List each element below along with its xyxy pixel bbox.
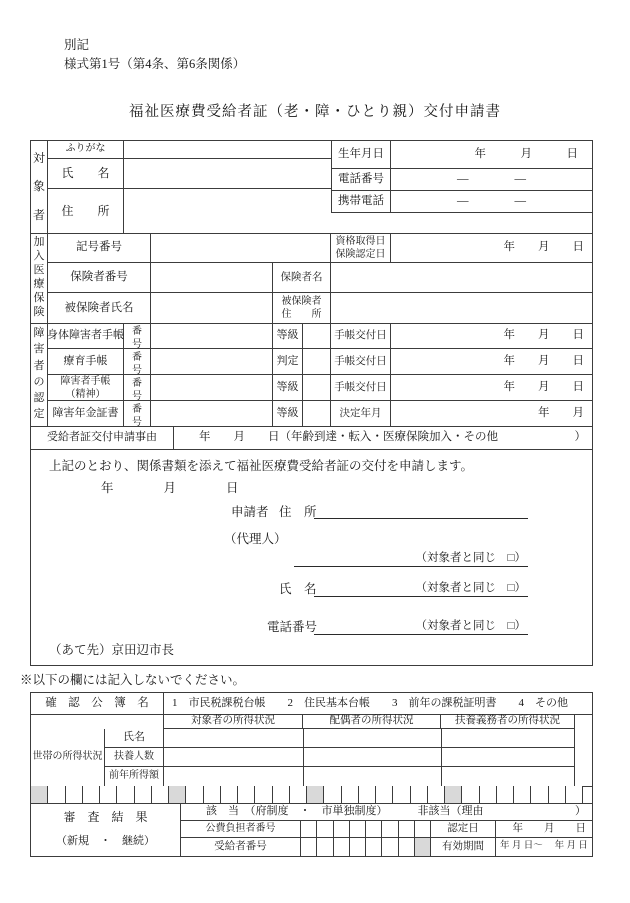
issue-date-field[interactable]: 年 月 日 bbox=[391, 323, 592, 349]
applicant-address2-field[interactable] bbox=[294, 549, 528, 567]
proxy-label: （代理人） bbox=[224, 532, 287, 546]
income-lastyear-target-field[interactable] bbox=[164, 767, 303, 786]
insurer-name-field[interactable] bbox=[331, 263, 592, 293]
valid-period-field[interactable]: 年 月 日～ 年 月 日 bbox=[500, 841, 588, 852]
decision-date-label: 決定年月 bbox=[331, 401, 391, 426]
income-col-supporter: 扶養義務者の所得状況 bbox=[441, 714, 574, 729]
income-dependents-target-field[interactable] bbox=[164, 748, 303, 767]
applicant-label: 申請者 bbox=[231, 505, 269, 519]
grade-label: 等級 bbox=[273, 401, 303, 426]
applicant-phone-label: 電話番号 bbox=[267, 620, 318, 634]
grid-cell[interactable] bbox=[334, 821, 350, 837]
name-field[interactable] bbox=[124, 159, 331, 189]
grid-cell[interactable] bbox=[415, 838, 431, 856]
no-entry-note: ※以下の欄には記入しないでください。 bbox=[20, 673, 246, 687]
application-reason-field[interactable] bbox=[174, 426, 592, 449]
issue-date-label: 手帳交付日 bbox=[331, 375, 391, 401]
grid-cell[interactable] bbox=[31, 786, 48, 803]
same-as-target-note[interactable]: （対象者と同じ □） bbox=[415, 582, 526, 594]
grid-cell[interactable] bbox=[135, 786, 152, 803]
insured-address-line1: 被保険者 bbox=[281, 296, 322, 307]
issue-date-label: 手帳交付日 bbox=[331, 349, 391, 375]
application-reason-close: ） bbox=[574, 431, 586, 444]
handbook-number-label: 番 号 bbox=[124, 349, 151, 375]
same-as-target-note[interactable]: （対象者と同じ □） bbox=[415, 620, 526, 632]
section-label-insurance: 加 入 医 療 保 険 bbox=[31, 233, 48, 323]
applicable-option[interactable]: 該 当 （府制度 ・ 市単独制度） bbox=[206, 804, 388, 817]
handbook-number-label: 番 号 bbox=[124, 323, 151, 349]
grid-cell[interactable] bbox=[514, 786, 531, 803]
issue-date-field[interactable]: 年 月 日 bbox=[391, 375, 592, 401]
pension-cert-label: 障害年金証書 bbox=[48, 401, 124, 426]
grade-label: 等級 bbox=[273, 375, 303, 401]
handbook-number-field[interactable] bbox=[151, 375, 273, 401]
handbook-name-label bbox=[48, 375, 124, 401]
grid-cell[interactable] bbox=[411, 786, 428, 803]
valid-period-label: 有効期間 bbox=[431, 838, 496, 856]
birthdate-field[interactable]: 年 月 日 bbox=[391, 141, 592, 169]
grid-cell[interactable] bbox=[399, 838, 415, 856]
grid-cell[interactable] bbox=[301, 821, 317, 837]
grid-cell[interactable] bbox=[334, 838, 350, 856]
review-result-title: 審 査 結 果 bbox=[63, 810, 148, 825]
not-applicable-close: ） bbox=[575, 804, 586, 817]
confirm-register-label: 確 認 公 簿 名 bbox=[31, 693, 164, 714]
income-name-target-field[interactable] bbox=[164, 729, 303, 748]
grid-cell[interactable] bbox=[117, 786, 134, 803]
grade-field[interactable] bbox=[303, 349, 331, 375]
application-reason-label: 受給者証交付申請事由 bbox=[31, 426, 174, 449]
certification-date-label: 認定日 bbox=[431, 821, 496, 838]
handbook-name-line2: （精神） bbox=[65, 388, 106, 400]
grid-cell[interactable] bbox=[350, 838, 366, 856]
grade-field[interactable] bbox=[303, 401, 331, 426]
phone-label: 電話番号 bbox=[331, 169, 391, 191]
handbook-number-field[interactable] bbox=[151, 349, 273, 375]
grid-cell[interactable] bbox=[382, 838, 398, 856]
decision-date-field[interactable]: 年 月 bbox=[538, 407, 584, 420]
handbook-name-label: 療育手帳 bbox=[48, 349, 124, 375]
grade-field[interactable] bbox=[303, 323, 331, 349]
confirm-register-options[interactable]: 1 市民税課税台帳 2 住民基本台帳 3 前年の課税証明書 4 その他 bbox=[172, 696, 568, 709]
public-payer-number-label: 公費負担者番号 bbox=[181, 821, 301, 838]
qualification-date-line2: 保険認定日 bbox=[335, 248, 386, 260]
insurer-number-label: 保険者番号 bbox=[48, 263, 151, 293]
grid-cell[interactable] bbox=[152, 786, 169, 803]
grid-cell[interactable] bbox=[350, 821, 366, 837]
grid-cell[interactable] bbox=[100, 786, 117, 803]
addressee: （あて先）京田辺市長 bbox=[49, 643, 175, 657]
grid-cell[interactable] bbox=[221, 786, 238, 803]
issue-date-field[interactable]: 年 月 日 bbox=[391, 349, 592, 375]
handbook-number-label: 番 号 bbox=[124, 401, 151, 426]
income-name-spouse-field[interactable] bbox=[303, 729, 441, 748]
birthdate-label: 生年月日 bbox=[331, 141, 391, 169]
grid-cell[interactable] bbox=[290, 786, 307, 803]
grid-cell[interactable] bbox=[566, 786, 583, 803]
furigana-label: ふりがな bbox=[48, 141, 124, 159]
phone-field[interactable]: ― ― bbox=[391, 169, 592, 191]
applicant-name-field[interactable] bbox=[314, 579, 528, 597]
grid-cell[interactable] bbox=[317, 821, 333, 837]
main-table bbox=[30, 140, 593, 666]
grid-cell[interactable] bbox=[359, 786, 376, 803]
grid-cell[interactable] bbox=[342, 786, 359, 803]
grade-field[interactable] bbox=[303, 375, 331, 401]
grid-cell[interactable] bbox=[497, 786, 514, 803]
income-lastyear-supporter-field[interactable] bbox=[441, 767, 574, 786]
certification-date-field[interactable]: 年 月 日 bbox=[496, 821, 592, 838]
applicant-phone-field[interactable] bbox=[314, 617, 528, 635]
income-header-spacer bbox=[31, 714, 164, 729]
note-style-number: 様式第1号（第4条、第6条関係） bbox=[64, 57, 246, 71]
public-payer-number-cells bbox=[301, 821, 431, 838]
furigana-field[interactable] bbox=[124, 141, 331, 159]
name-label: 氏 名 bbox=[48, 159, 124, 189]
income-lastyear-spouse-field[interactable] bbox=[303, 767, 441, 786]
handbook-number-label: 番 号 bbox=[124, 375, 151, 401]
grid-cell[interactable] bbox=[415, 821, 431, 837]
handbook-number-field[interactable] bbox=[151, 401, 273, 426]
grid-cell[interactable] bbox=[531, 786, 548, 803]
recipient-number-cells bbox=[301, 838, 431, 856]
grid-cell[interactable] bbox=[204, 786, 221, 803]
handbook-name-line1: 障害者手帳 bbox=[60, 375, 111, 387]
grid-cell[interactable] bbox=[549, 786, 566, 803]
insured-address-field[interactable] bbox=[331, 293, 592, 323]
income-row-name-label: 氏名 bbox=[104, 729, 164, 748]
statement-date[interactable]: 年 月 日 bbox=[101, 481, 239, 495]
grade-label: 判定 bbox=[273, 349, 303, 375]
income-row-lastyear-label: 前年所得額 bbox=[104, 767, 164, 786]
recipient-number-label: 受給者番号 bbox=[181, 838, 301, 856]
income-narrow-col bbox=[574, 714, 592, 786]
not-applicable-option[interactable]: 非該当（理由 bbox=[417, 804, 484, 817]
office-table bbox=[30, 692, 593, 857]
section-label-disability: 障 害 者 の 認 定 bbox=[31, 323, 48, 426]
income-name-supporter-field[interactable] bbox=[441, 729, 574, 748]
grid-cell[interactable] bbox=[301, 838, 317, 856]
income-col-target: 対象者の所得状況 bbox=[164, 714, 303, 729]
grid-cell[interactable] bbox=[317, 838, 333, 856]
same-as-target-note[interactable]: （対象者と同じ □） bbox=[415, 552, 526, 564]
mobile-field[interactable]: ― ― bbox=[391, 191, 592, 213]
symbol-number-label: 記号番号 bbox=[48, 233, 151, 263]
address-label: 住 所 bbox=[48, 189, 124, 233]
review-result-label bbox=[31, 803, 181, 856]
grid-cell[interactable] bbox=[66, 786, 83, 803]
income-dependents-supporter-field[interactable] bbox=[441, 748, 574, 767]
code-grid-row bbox=[31, 786, 583, 803]
income-dependents-spouse-field[interactable] bbox=[303, 748, 441, 767]
handbook-number-field[interactable] bbox=[151, 323, 273, 349]
grid-cell[interactable] bbox=[169, 786, 186, 803]
insurer-name-label: 保険者名 bbox=[273, 263, 331, 293]
handbook-name-label: 身体障害者手帳 bbox=[48, 323, 124, 349]
review-result-newcontinue[interactable]: （新規 ・ 継続） bbox=[56, 835, 155, 848]
applicant-address-field[interactable] bbox=[314, 502, 528, 519]
insured-address-line2: 住 所 bbox=[281, 309, 322, 320]
household-income-label: 世帯の所得状況 bbox=[32, 751, 103, 763]
grade-label: 等級 bbox=[273, 323, 303, 349]
applicant-name-label: 氏 名 bbox=[279, 582, 317, 596]
applicant-address-label: 住 所 bbox=[279, 505, 317, 519]
grid-cell[interactable] bbox=[382, 821, 398, 837]
grid-cell[interactable] bbox=[376, 786, 393, 803]
mobile-label: 携帯電話 bbox=[331, 191, 391, 213]
grid-cell[interactable] bbox=[428, 786, 445, 803]
issue-date-label: 手帳交付日 bbox=[331, 323, 391, 349]
grid-cell[interactable] bbox=[273, 786, 290, 803]
qualification-date-label bbox=[331, 233, 391, 263]
application-reason-text: 年 月 日（年齢到達・転入・医療保険加入・その他 bbox=[199, 431, 498, 444]
grid-cell[interactable] bbox=[480, 786, 497, 803]
grid-cell[interactable] bbox=[366, 821, 382, 837]
statement-intro: 上記のとおり、関係書類を添えて福祉医療費受給者証の交付を申請します。 bbox=[49, 459, 474, 473]
insurer-number-field[interactable] bbox=[151, 263, 273, 293]
grid-cell[interactable] bbox=[83, 786, 100, 803]
grid-cell[interactable] bbox=[238, 786, 255, 803]
grid-cell[interactable] bbox=[48, 786, 65, 803]
grid-cell[interactable] bbox=[462, 786, 479, 803]
form-title: 福祉医療費受給者証（老・障・ひとり親）交付申請書 bbox=[129, 104, 501, 120]
income-row-dependents-label: 扶養人数 bbox=[104, 748, 164, 767]
qualification-date-field[interactable]: 年 月 日 bbox=[391, 233, 592, 263]
grid-cell[interactable] bbox=[445, 786, 462, 803]
insured-address-label bbox=[273, 293, 331, 323]
grid-cell[interactable] bbox=[307, 786, 324, 803]
note-bekki: 別記 bbox=[64, 38, 90, 52]
grid-cell[interactable] bbox=[399, 821, 415, 837]
insured-name-label: 被保険者氏名 bbox=[48, 293, 151, 323]
review-applicable-row[interactable] bbox=[181, 803, 592, 821]
grid-cell[interactable] bbox=[324, 786, 341, 803]
grid-cell[interactable] bbox=[186, 786, 203, 803]
insured-name-field[interactable] bbox=[151, 293, 273, 323]
symbol-number-field[interactable] bbox=[151, 233, 331, 263]
qualification-date-line1: 資格取得日 bbox=[335, 235, 386, 247]
income-col-spouse: 配偶者の所得状況 bbox=[303, 714, 441, 729]
grid-cell[interactable] bbox=[393, 786, 410, 803]
grid-cell[interactable] bbox=[255, 786, 272, 803]
grid-cell[interactable] bbox=[366, 838, 382, 856]
section-label-target: 対 象 者 bbox=[31, 141, 48, 233]
